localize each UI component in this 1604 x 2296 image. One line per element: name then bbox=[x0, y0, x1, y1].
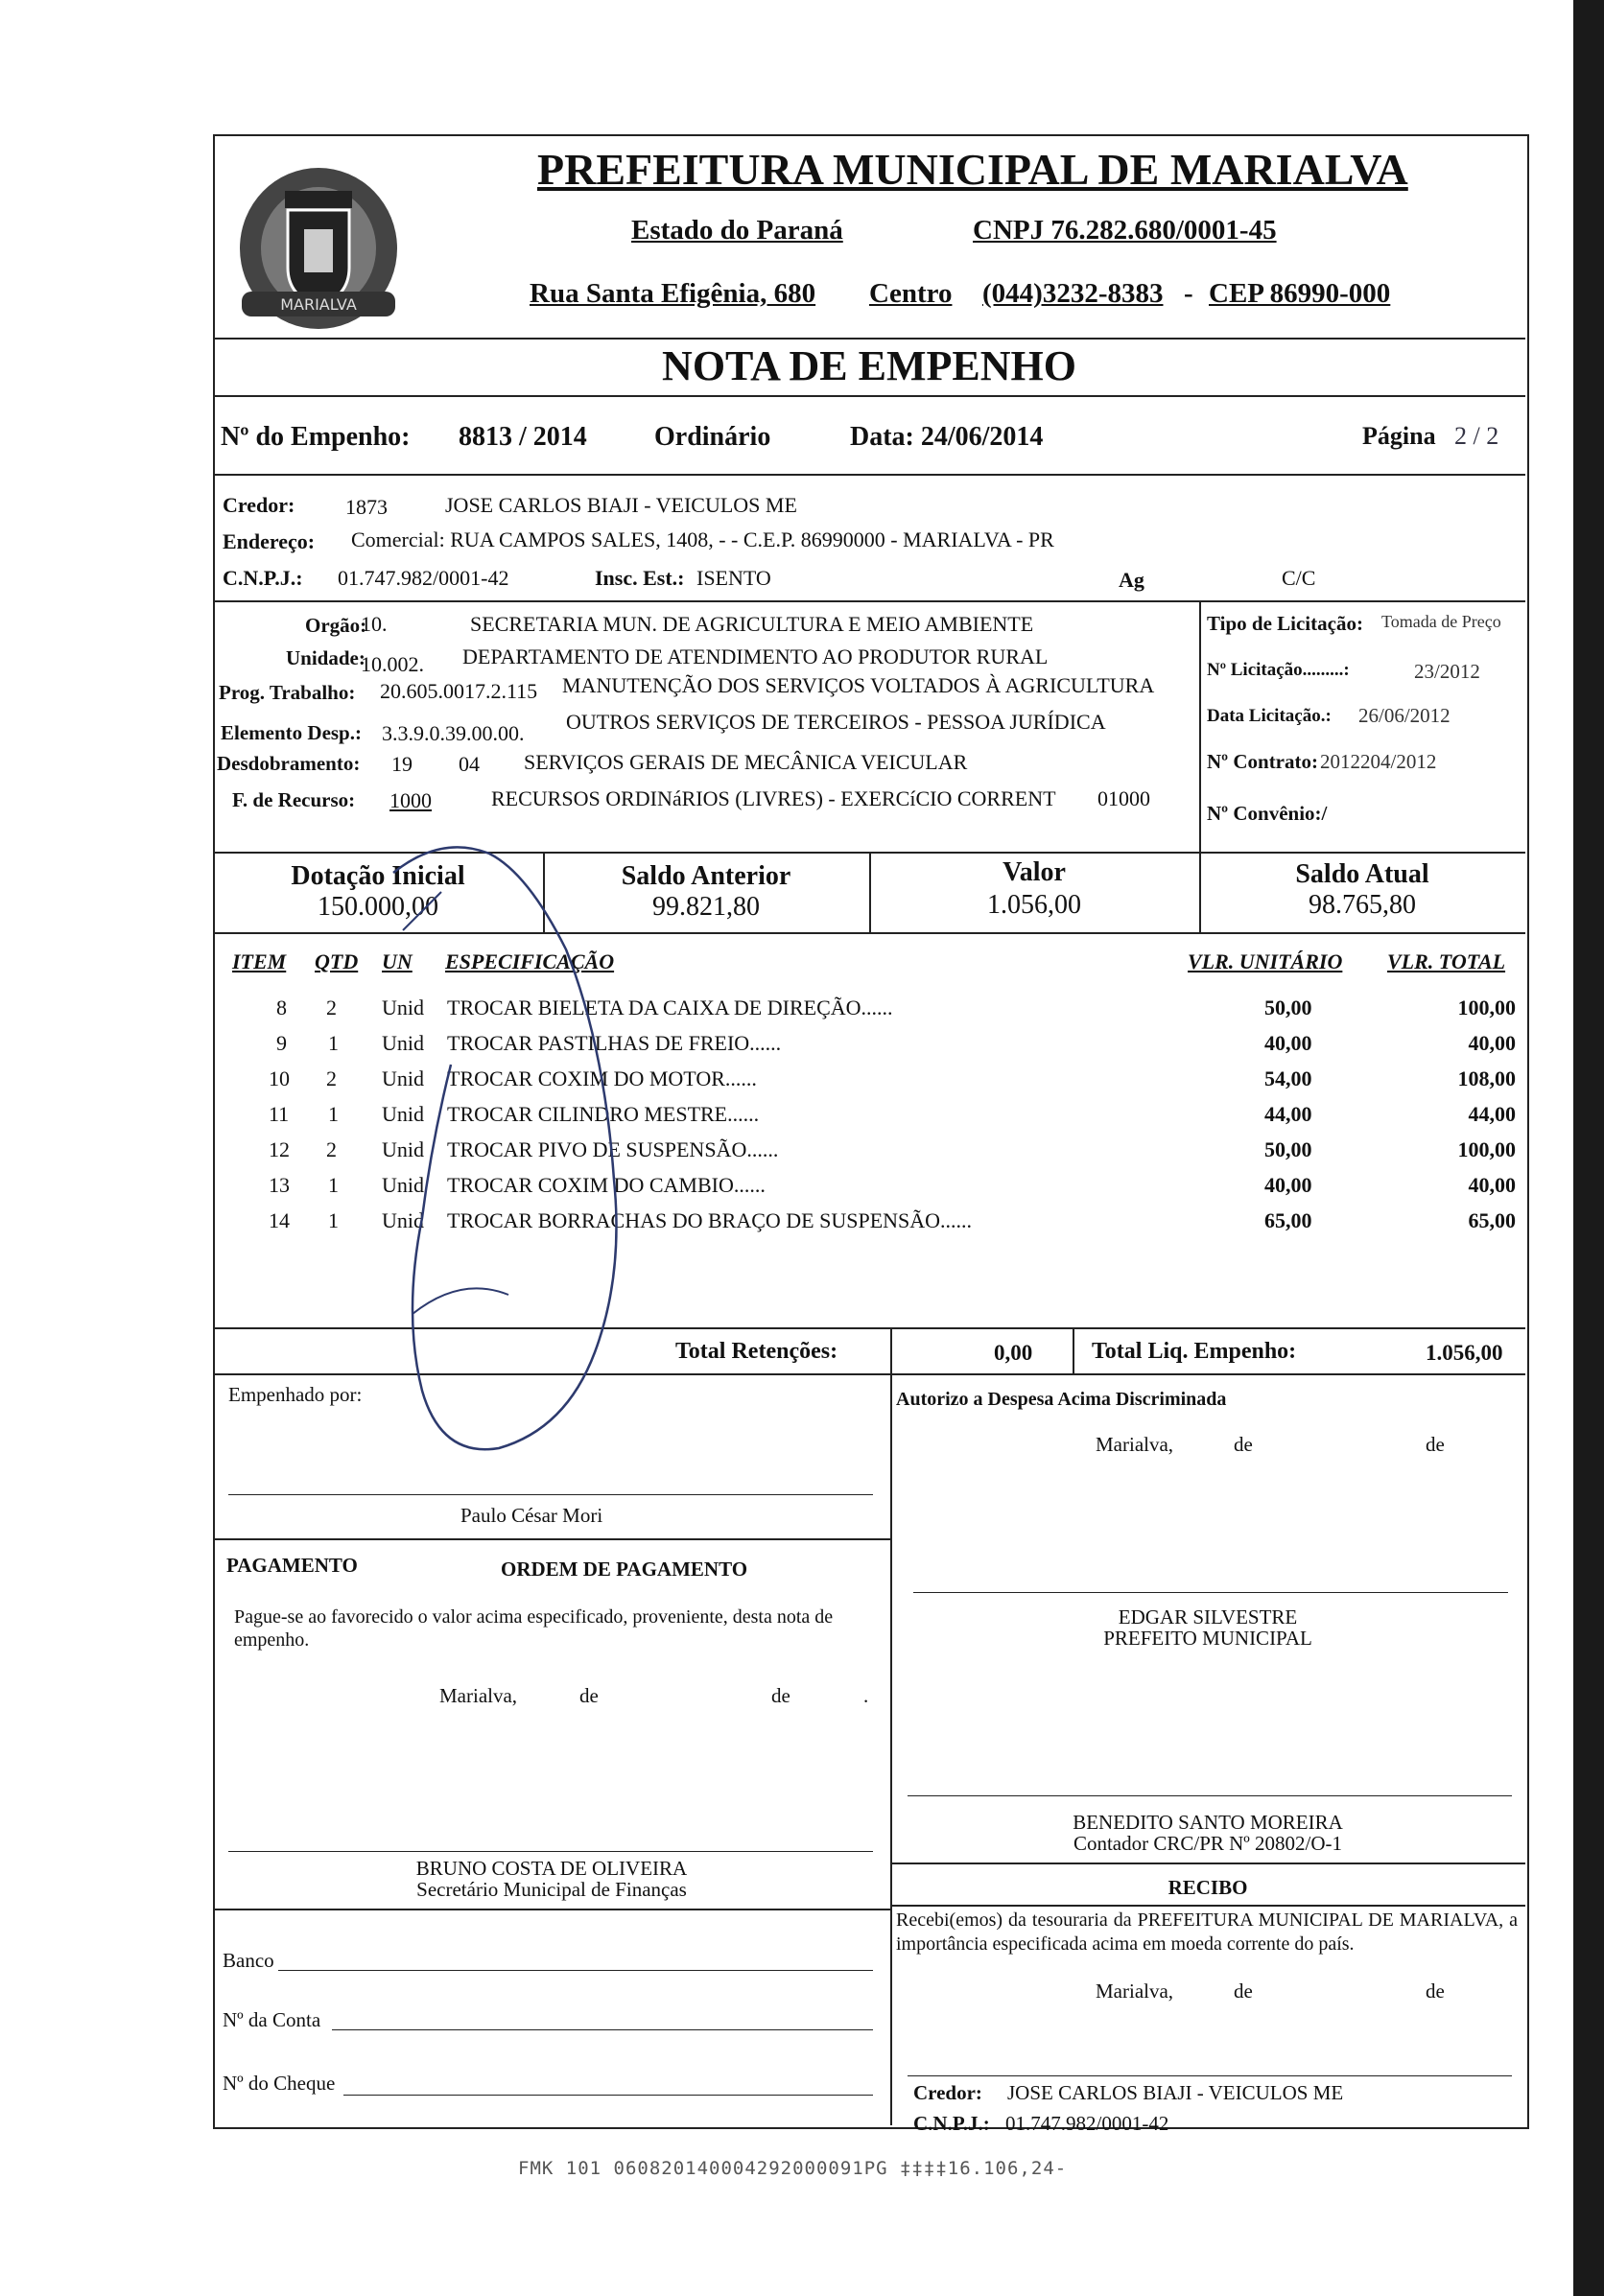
valor-label: Valor bbox=[1002, 857, 1066, 887]
elemento-label: Elemento Desp.: bbox=[221, 721, 362, 744]
orgao-code: 10. bbox=[361, 612, 388, 636]
pagamento-de-1: de bbox=[579, 1684, 599, 1707]
banco-label: Banco bbox=[223, 1949, 274, 1972]
prog-code: 20.605.0017.2.115 bbox=[380, 679, 538, 703]
contrato-value: 2012204/2012 bbox=[1320, 750, 1437, 773]
item-unit: Unid bbox=[382, 1066, 424, 1090]
prog-value: MANUTENÇÃO DOS SERVIÇOS VOLTADOS À AGRICULTURA bbox=[562, 673, 1155, 697]
item-spec: TROCAR COXIM DO CAMBIO...... bbox=[447, 1173, 766, 1197]
item-number: 13 bbox=[269, 1173, 290, 1197]
item-spec: TROCAR CILINDRO MESTRE...... bbox=[447, 1102, 760, 1126]
tipo-licitacao-value: Tomada de Preço bbox=[1381, 612, 1501, 631]
item-qty: 2 bbox=[326, 1066, 337, 1090]
cc-label: C/C bbox=[1282, 566, 1316, 590]
item-qty: 2 bbox=[326, 996, 337, 1019]
col-qtd: QTD bbox=[315, 949, 359, 973]
orgao-value: SECRETARIA MUN. DE AGRICULTURA E MEIO AMBIENTE bbox=[470, 612, 1034, 636]
credor-code: 1873 bbox=[345, 495, 388, 519]
unidade-label: Unidade: bbox=[286, 646, 366, 669]
dotacao-label: Dotação Inicial bbox=[291, 861, 465, 891]
item-qty: 1 bbox=[328, 1102, 339, 1126]
col-un: UN bbox=[382, 949, 413, 973]
municipal-coat-of-arms-logo bbox=[232, 157, 405, 340]
item-total-value: 40,00 bbox=[1468, 1031, 1516, 1055]
recurso-code-2: 01000 bbox=[1097, 786, 1150, 810]
recibo-credor-label: Credor: bbox=[913, 2081, 982, 2104]
desdobramento-code-1: 19 bbox=[391, 752, 413, 776]
ordem-pagamento-label: ORDEM DE PAGAMENTO bbox=[501, 1558, 748, 1581]
recibo-place: Marialva, bbox=[1096, 1980, 1174, 2003]
item-total-value: 108,00 bbox=[1457, 1066, 1516, 1090]
valor-value: 1.056,00 bbox=[987, 890, 1081, 920]
cnpj-label: CNPJ 76.282.680/0001-45 bbox=[973, 215, 1277, 246]
banco-field[interactable] bbox=[278, 1970, 873, 1971]
empenho-kind: Ordinário bbox=[654, 422, 771, 452]
prefeito-name: EDGAR SILVESTRE bbox=[1118, 1605, 1298, 1628]
recibo-cnpj-label: C.N.P.J.: bbox=[913, 2112, 990, 2135]
licitacao-number: 23/2012 bbox=[1414, 660, 1480, 683]
item-unit-value: 50,00 bbox=[1264, 996, 1312, 1019]
item-spec: TROCAR PASTILHAS DE FREIO...... bbox=[447, 1031, 782, 1055]
phone-label: (044)3232-8383 bbox=[982, 278, 1164, 309]
credor-address: Comercial: RUA CAMPOS SALES, 1408, - - C.E.P. 86990000 - MARIALVA - PR bbox=[351, 527, 1054, 551]
item-total-value: 44,00 bbox=[1468, 1102, 1516, 1126]
item-unit: Unid bbox=[382, 1173, 424, 1197]
district-label: Centro bbox=[869, 278, 953, 309]
recibo-de-1: de bbox=[1234, 1980, 1253, 2003]
state-label: Estado do Paraná bbox=[631, 215, 843, 246]
recurso-value: RECURSOS ORDINáRIOS (LIVRES) - EXERCíCIO CORRENT bbox=[491, 786, 1056, 810]
recibo-de-2: de bbox=[1426, 1980, 1445, 2003]
item-unit-value: 50,00 bbox=[1264, 1137, 1312, 1161]
desdobramento-label: Desdobramento: bbox=[217, 752, 361, 775]
cheque-label: Nº do Cheque bbox=[223, 2072, 336, 2095]
convenio-label: Nº Convênio:/ bbox=[1207, 802, 1328, 825]
total-retencoes-label: Total Retenções: bbox=[675, 1339, 838, 1364]
elemento-code: 3.3.9.0.39.00.00. bbox=[382, 721, 525, 745]
recurso-code: 1000 bbox=[389, 788, 432, 812]
page-number: 2 / 2 bbox=[1454, 422, 1499, 450]
empenho-number-label: Nº do Empenho: bbox=[221, 422, 411, 452]
item-total-value: 40,00 bbox=[1468, 1173, 1516, 1197]
header-dash: - bbox=[1184, 278, 1193, 309]
licitacao-date-label: Data Licitação.: bbox=[1207, 706, 1332, 726]
item-qty: 2 bbox=[326, 1137, 337, 1161]
recibo-text: Recebi(emos) da tesouraria da PREFEITURA MUNICIPAL DE MARIALVA, a importância especificada acima em moeda corrente do país. bbox=[896, 1909, 1518, 1955]
insc-value: ISENTO bbox=[696, 566, 771, 590]
recibo-credor-name: JOSE CARLOS BIAJI - VEICULOS ME bbox=[1007, 2081, 1344, 2104]
saldo-anterior-label: Saldo Anterior bbox=[621, 861, 791, 891]
address-field-label: Endereço: bbox=[223, 529, 316, 553]
contrato-label: Nº Contrato: bbox=[1207, 750, 1318, 773]
empenho-number: 8813 / 2014 bbox=[459, 422, 587, 452]
licitacao-date: 26/06/2012 bbox=[1358, 704, 1451, 727]
item-qty: 1 bbox=[328, 1208, 339, 1232]
svg-text:MARIALVA: MARIALVA bbox=[280, 295, 357, 314]
desdobramento-code-2: 04 bbox=[459, 752, 480, 776]
saldo-atual-value: 98.765,80 bbox=[1309, 890, 1416, 920]
pagamento-period: . bbox=[863, 1684, 869, 1707]
handwritten-signature bbox=[384, 815, 672, 1467]
address-label: Rua Santa Efigênia, 680 bbox=[530, 278, 816, 309]
document-title: NOTA DE EMPENHO bbox=[662, 342, 1076, 389]
saldo-atual-label: Saldo Atual bbox=[1295, 859, 1429, 889]
item-unit: Unid bbox=[382, 1137, 424, 1161]
cheque-field[interactable] bbox=[343, 2095, 873, 2096]
empenhado-label: Empenhado por: bbox=[228, 1383, 363, 1406]
autorizo-de-2: de bbox=[1426, 1433, 1445, 1456]
prog-label: Prog. Trabalho: bbox=[219, 681, 356, 704]
page-number-label: Página bbox=[1362, 422, 1436, 450]
item-unit-value: 44,00 bbox=[1264, 1102, 1312, 1126]
item-total-value: 100,00 bbox=[1457, 996, 1516, 1019]
pague-text: Pague-se ao favorecido o valor acima especificado, proveniente, desta nota de empenho. bbox=[234, 1606, 834, 1651]
item-number: 9 bbox=[276, 1031, 287, 1055]
prefeito-role: PREFEITO MUNICIPAL bbox=[1103, 1627, 1312, 1650]
contador-name: BENEDITO SANTO MOREIRA bbox=[1073, 1811, 1343, 1834]
item-total-value: 65,00 bbox=[1468, 1208, 1516, 1232]
cnpj-field-label: C.N.P.J.: bbox=[223, 566, 303, 590]
orgao-label: Orgão: bbox=[305, 614, 367, 637]
item-unit-value: 54,00 bbox=[1264, 1066, 1312, 1090]
item-spec: TROCAR PIVO DE SUSPENSÃO...... bbox=[447, 1137, 779, 1161]
tipo-licitacao-label: Tipo de Licitação: bbox=[1207, 612, 1363, 635]
insc-label: Insc. Est.: bbox=[595, 566, 685, 590]
total-retencoes-value: 0,00 bbox=[994, 1341, 1033, 1365]
contador-role: Contador CRC/PR Nº 20802/O-1 bbox=[1073, 1832, 1343, 1855]
licitacao-number-label: Nº Licitação.........: bbox=[1207, 660, 1350, 680]
item-unit: Unid bbox=[382, 1208, 424, 1232]
item-unit: Unid bbox=[382, 1031, 424, 1055]
credor-name: JOSE CARLOS BIAJI - VEICULOS ME bbox=[445, 493, 797, 517]
item-unit-value: 65,00 bbox=[1264, 1208, 1312, 1232]
item-qty: 1 bbox=[328, 1173, 339, 1197]
item-number: 11 bbox=[269, 1102, 290, 1126]
secretario-name: BRUNO COSTA DE OLIVEIRA bbox=[415, 1857, 688, 1880]
conta-field[interactable] bbox=[332, 2029, 873, 2030]
col-item: ITEM bbox=[232, 949, 287, 973]
scan-edge bbox=[1573, 0, 1604, 2296]
item-number: 8 bbox=[276, 996, 287, 1019]
item-unit-value: 40,00 bbox=[1264, 1031, 1312, 1055]
autorizo-label: Autorizo a Despesa Acima Discriminada bbox=[896, 1389, 1227, 1410]
secretario-role: Secretário Municipal de Finanças bbox=[416, 1878, 687, 1901]
ag-label: Ag bbox=[1119, 568, 1144, 592]
recurso-label: F. de Recurso: bbox=[232, 788, 356, 811]
item-number: 10 bbox=[269, 1066, 290, 1090]
pagamento-place: Marialva, bbox=[439, 1684, 518, 1707]
credor-label: Credor: bbox=[223, 493, 295, 517]
recibo-title: RECIBO bbox=[1168, 1876, 1248, 1899]
page-title: PREFEITURA MUNICIPAL DE MARIALVA bbox=[537, 145, 1408, 194]
item-spec: TROCAR COXIM DO MOTOR...... bbox=[447, 1066, 757, 1090]
elemento-value: OUTROS SERVIÇOS DE TERCEIROS - PESSOA JURÍDICA bbox=[566, 710, 1106, 734]
item-spec: TROCAR BORRACHAS DO BRAÇO DE SUSPENSÃO...... bbox=[447, 1208, 973, 1232]
item-total-value: 100,00 bbox=[1457, 1137, 1516, 1161]
dotacao-value: 150.000,00 bbox=[318, 892, 438, 922]
item-number: 14 bbox=[269, 1208, 290, 1232]
empenho-date: Data: 24/06/2014 bbox=[850, 422, 1044, 452]
item-qty: 1 bbox=[328, 1031, 339, 1055]
unidade-value: DEPARTAMENTO DE ATENDIMENTO AO PRODUTOR RURAL bbox=[462, 644, 1049, 668]
col-total-value: VLR. TOTAL bbox=[1387, 949, 1506, 973]
total-liquido-value: 1.056,00 bbox=[1426, 1341, 1503, 1365]
item-unit: Unid bbox=[382, 996, 424, 1019]
pagamento-label: PAGAMENTO bbox=[226, 1554, 358, 1577]
col-unit-value: VLR. UNITÁRIO bbox=[1188, 949, 1343, 973]
pagamento-de-2: de bbox=[771, 1684, 790, 1707]
item-spec: TROCAR BIELETA DA CAIXA DE DIREÇÃO...... bbox=[447, 996, 893, 1019]
conta-label: Nº da Conta bbox=[223, 2008, 321, 2031]
autorizo-de-1: de bbox=[1234, 1433, 1253, 1456]
empenhado-name: Paulo César Mori bbox=[460, 1504, 603, 1527]
col-spec: ESPECIFICAÇÃO bbox=[445, 949, 615, 973]
credor-cnpj: 01.747.982/0001-42 bbox=[338, 566, 509, 590]
unidade-code: 10.002. bbox=[361, 652, 424, 676]
recibo-cnpj: 01.747.982/0001-42 bbox=[1005, 2112, 1169, 2135]
item-unit: Unid bbox=[382, 1102, 424, 1126]
autorizo-place: Marialva, bbox=[1096, 1433, 1174, 1456]
cep-label: CEP 86990-000 bbox=[1209, 278, 1391, 309]
desdobramento-value: SERVIÇOS GERAIS DE MECÂNICA VEICULAR bbox=[524, 750, 968, 774]
item-unit-value: 40,00 bbox=[1264, 1173, 1312, 1197]
item-number: 12 bbox=[269, 1137, 290, 1161]
saldo-anterior-value: 99.821,80 bbox=[652, 892, 760, 922]
total-liquido-label: Total Liq. Empenho: bbox=[1092, 1339, 1297, 1364]
footer-code: FMK 101 060820140004292000091PG ‡‡‡‡16.106,24- bbox=[518, 2158, 1068, 2179]
